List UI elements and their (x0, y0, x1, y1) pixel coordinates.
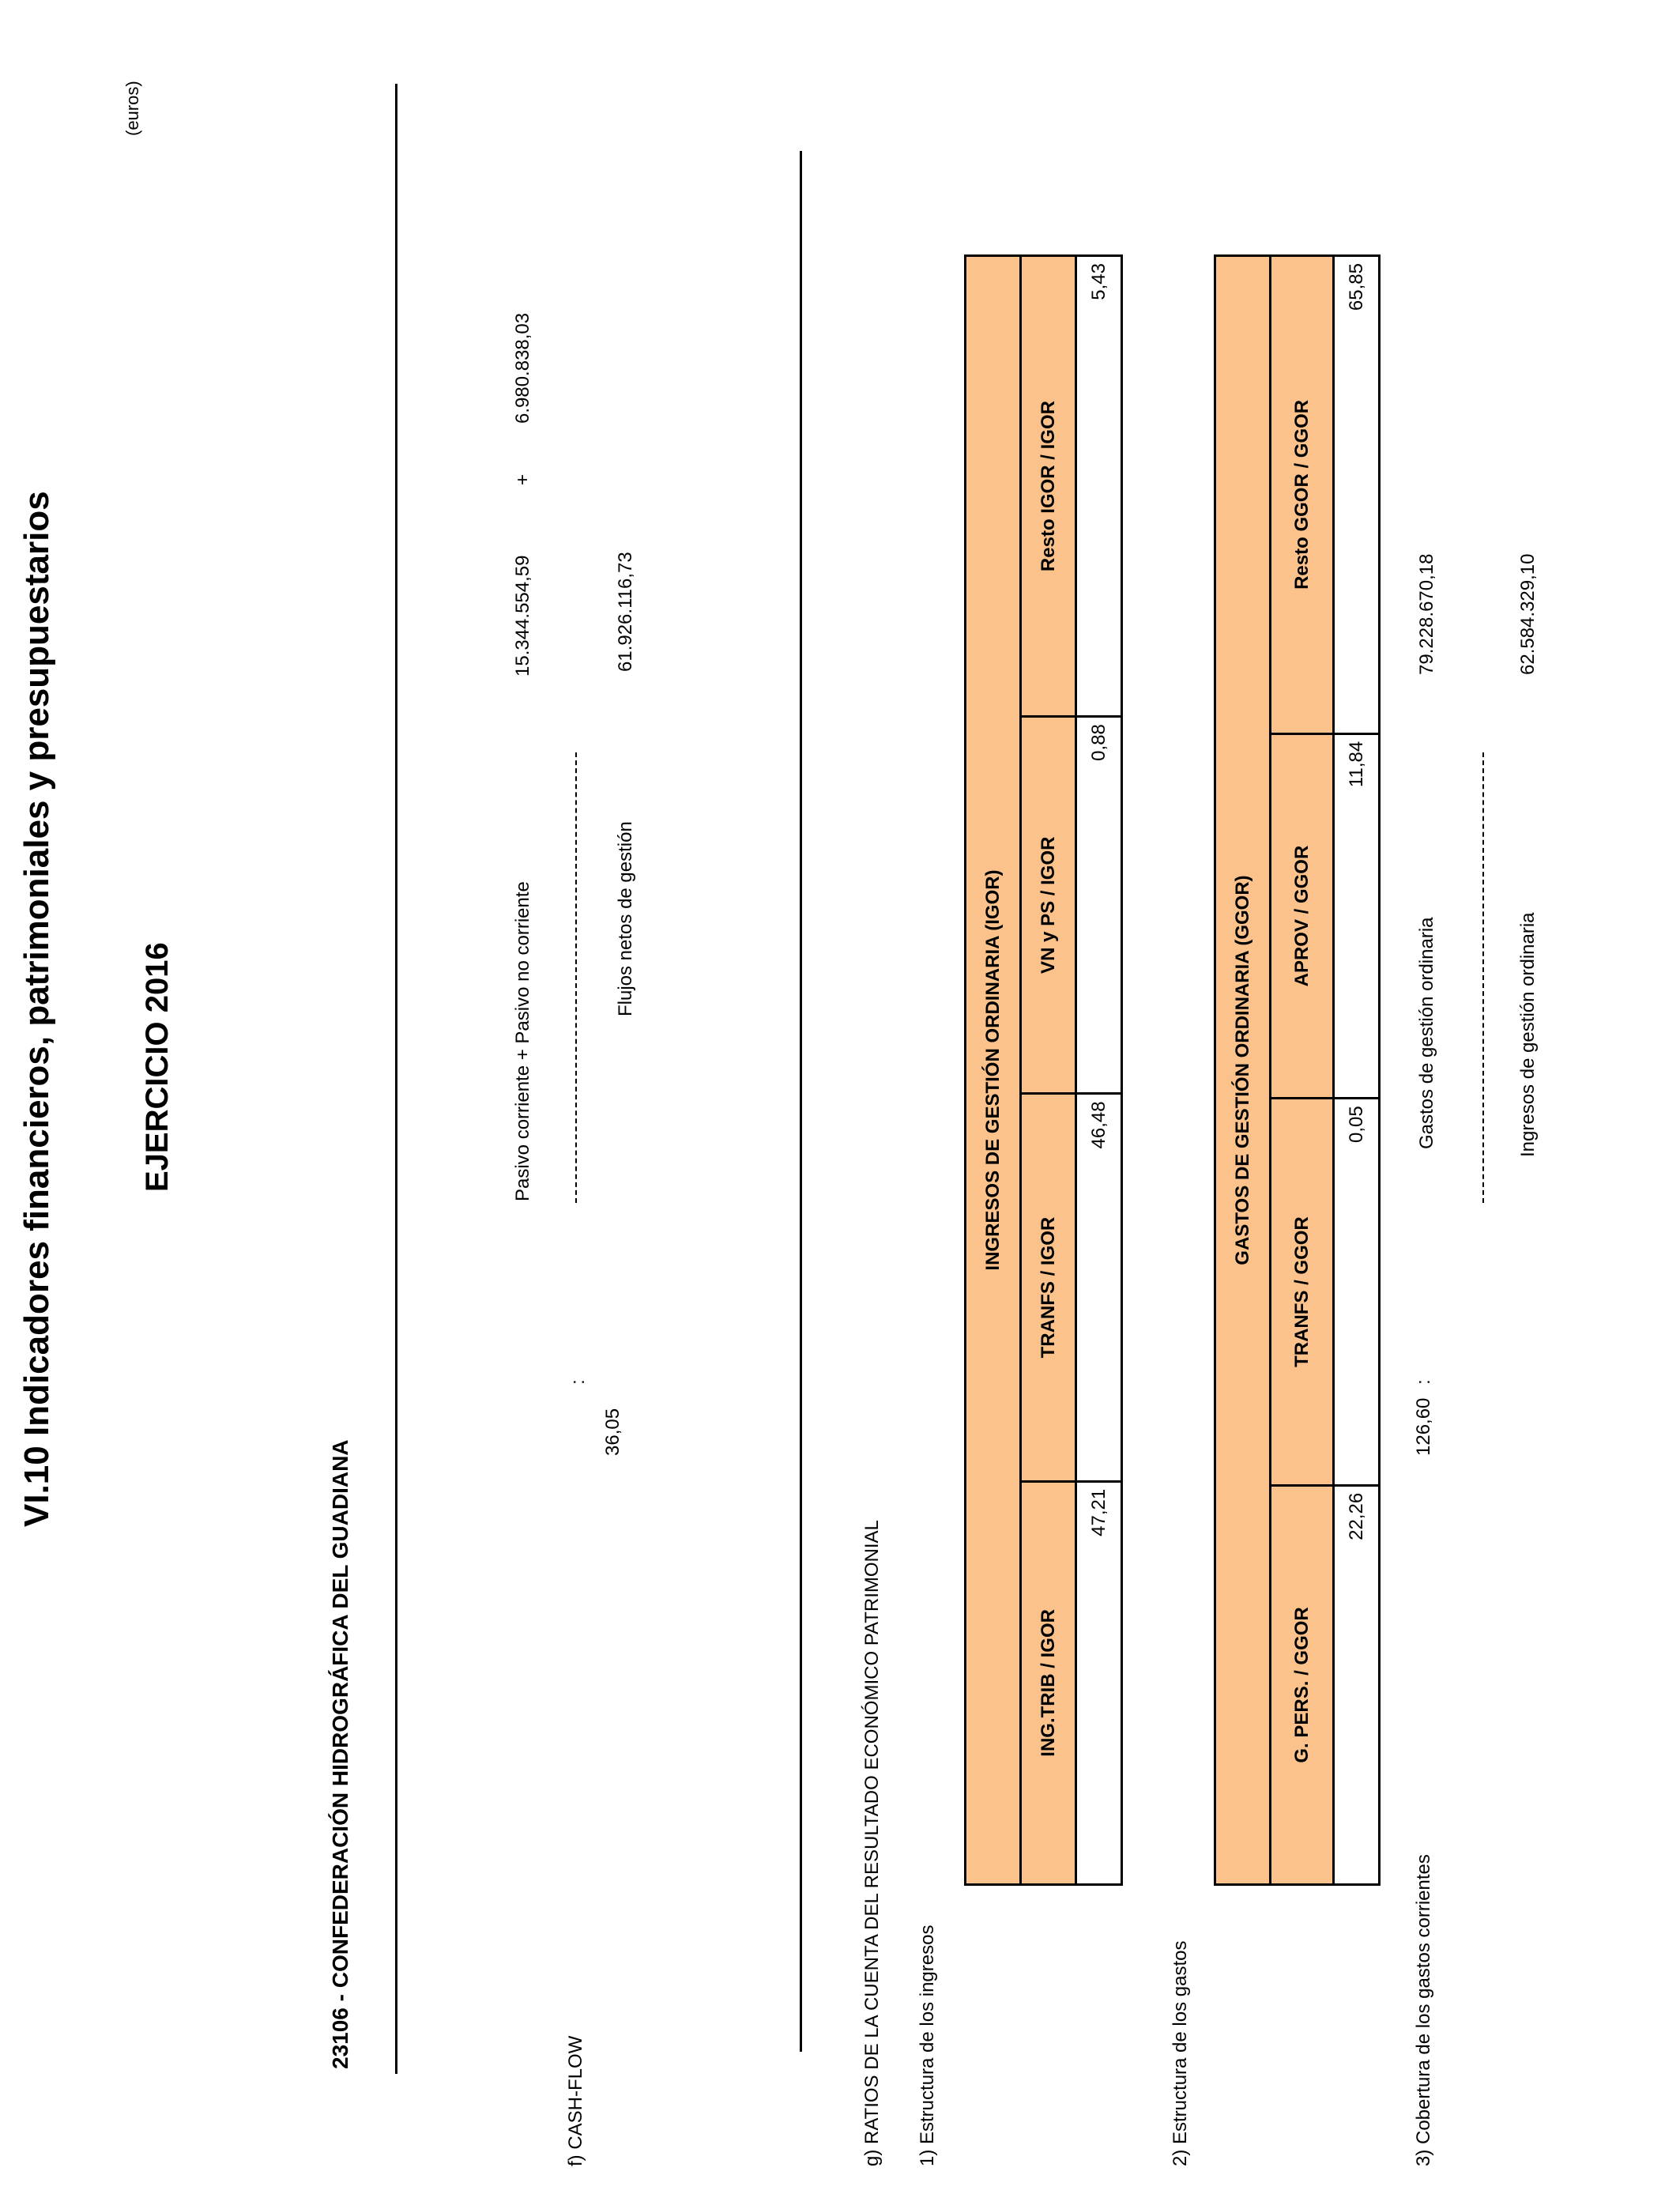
cashflow-numerator-value-2: 6.980.838,03 (512, 312, 533, 424)
expense-value-g-pers: 22,26 (1334, 1485, 1380, 1884)
income-value-tranfs: 46,48 (1076, 1094, 1122, 1481)
expense-structure-table (1214, 254, 1381, 1886)
cashflow-numerator-value-1: 15.344.554,59 (512, 555, 533, 677)
entity-name: 23106 - CONFEDERACIÓN HIDROGRÁFICA DEL GUADIANA (328, 1439, 352, 2069)
coverage-numerator-label: Gastos de gestión ordinaria (1416, 917, 1437, 1149)
income-col-vn-ps: VN y PS / IGOR (1021, 717, 1076, 1094)
units-label: (euros) (122, 81, 142, 136)
cashflow-numerator-label: Pasivo corriente + Pasivo no corriente (512, 881, 533, 1201)
cashflow-denominator-label: Flujos netos de gestión (615, 821, 636, 1016)
ratios-heading: g) RATIOS DE LA CUENTA DEL RESULTADO ECONÓMICO PATRIMONIAL (861, 1520, 883, 2166)
coverage-colon: : (1413, 1379, 1434, 1385)
income-table-header: INGRESOS DE GESTIÓN ORDINARIA (IGOR) (966, 256, 1021, 1885)
expense-col-g-pers: G. PERS. / GGOR (1271, 1485, 1334, 1884)
cashflow-plus: + (512, 473, 533, 485)
expense-value-resto: 65,85 (1334, 256, 1380, 734)
cashflow-value: 36,05 (602, 1408, 623, 1456)
cashflow-fraction-line (575, 752, 577, 1203)
income-col-tranfs: TRANFS / IGOR (1021, 1094, 1076, 1481)
coverage-label: 3) Cobertura de los gastos corrientes (1413, 1854, 1434, 2166)
expense-col-aprov: APROV / GGOR (1271, 733, 1334, 1099)
income-structure-table (964, 254, 1123, 1886)
fiscal-year: EJERCICIO 2016 (140, 942, 175, 1192)
cashflow-label: f) CASH-FLOW (565, 2035, 586, 2166)
expense-structure-label: 2) Estructura de los gastos (1170, 1940, 1191, 2166)
coverage-denominator-label: Ingresos de gestión ordinaria (1517, 912, 1539, 1157)
page-title: VI.10 Indicadores financieros, patrimoniales y presupuestarios (17, 491, 56, 1527)
income-value-vn-ps: 0,88 (1076, 717, 1122, 1094)
expense-col-tranfs: TRANFS / GGOR (1271, 1099, 1334, 1486)
cashflow-denominator-value: 61.926.116,73 (615, 552, 636, 672)
expense-table-header: GASTOS DE GESTIÓN ORDINARIA (GGOR) (1215, 256, 1271, 1885)
expense-value-aprov: 11,84 (1334, 733, 1380, 1099)
entity-divider (395, 84, 397, 2074)
income-col-resto: Resto IGOR / IGOR (1021, 256, 1076, 717)
income-value-resto: 5,43 (1076, 256, 1122, 717)
expense-value-tranfs: 0,05 (1334, 1099, 1380, 1486)
income-col-ing-trib: ING.TRIB / IGOR (1021, 1481, 1076, 1884)
coverage-denominator-value: 62.584.329,10 (1517, 553, 1539, 675)
coverage-fraction-line (1482, 752, 1484, 1203)
expense-col-resto: Resto GGOR / GGOR (1271, 256, 1334, 734)
cashflow-colon: : (567, 1379, 589, 1385)
income-value-ing-trib: 47,21 (1076, 1481, 1122, 1884)
coverage-value: 126,60 (1413, 1397, 1434, 1456)
section-divider (800, 151, 802, 2052)
income-structure-label: 1) Estructura de los ingresos (917, 1924, 938, 2166)
coverage-numerator-value: 79.228.670,18 (1416, 553, 1437, 675)
